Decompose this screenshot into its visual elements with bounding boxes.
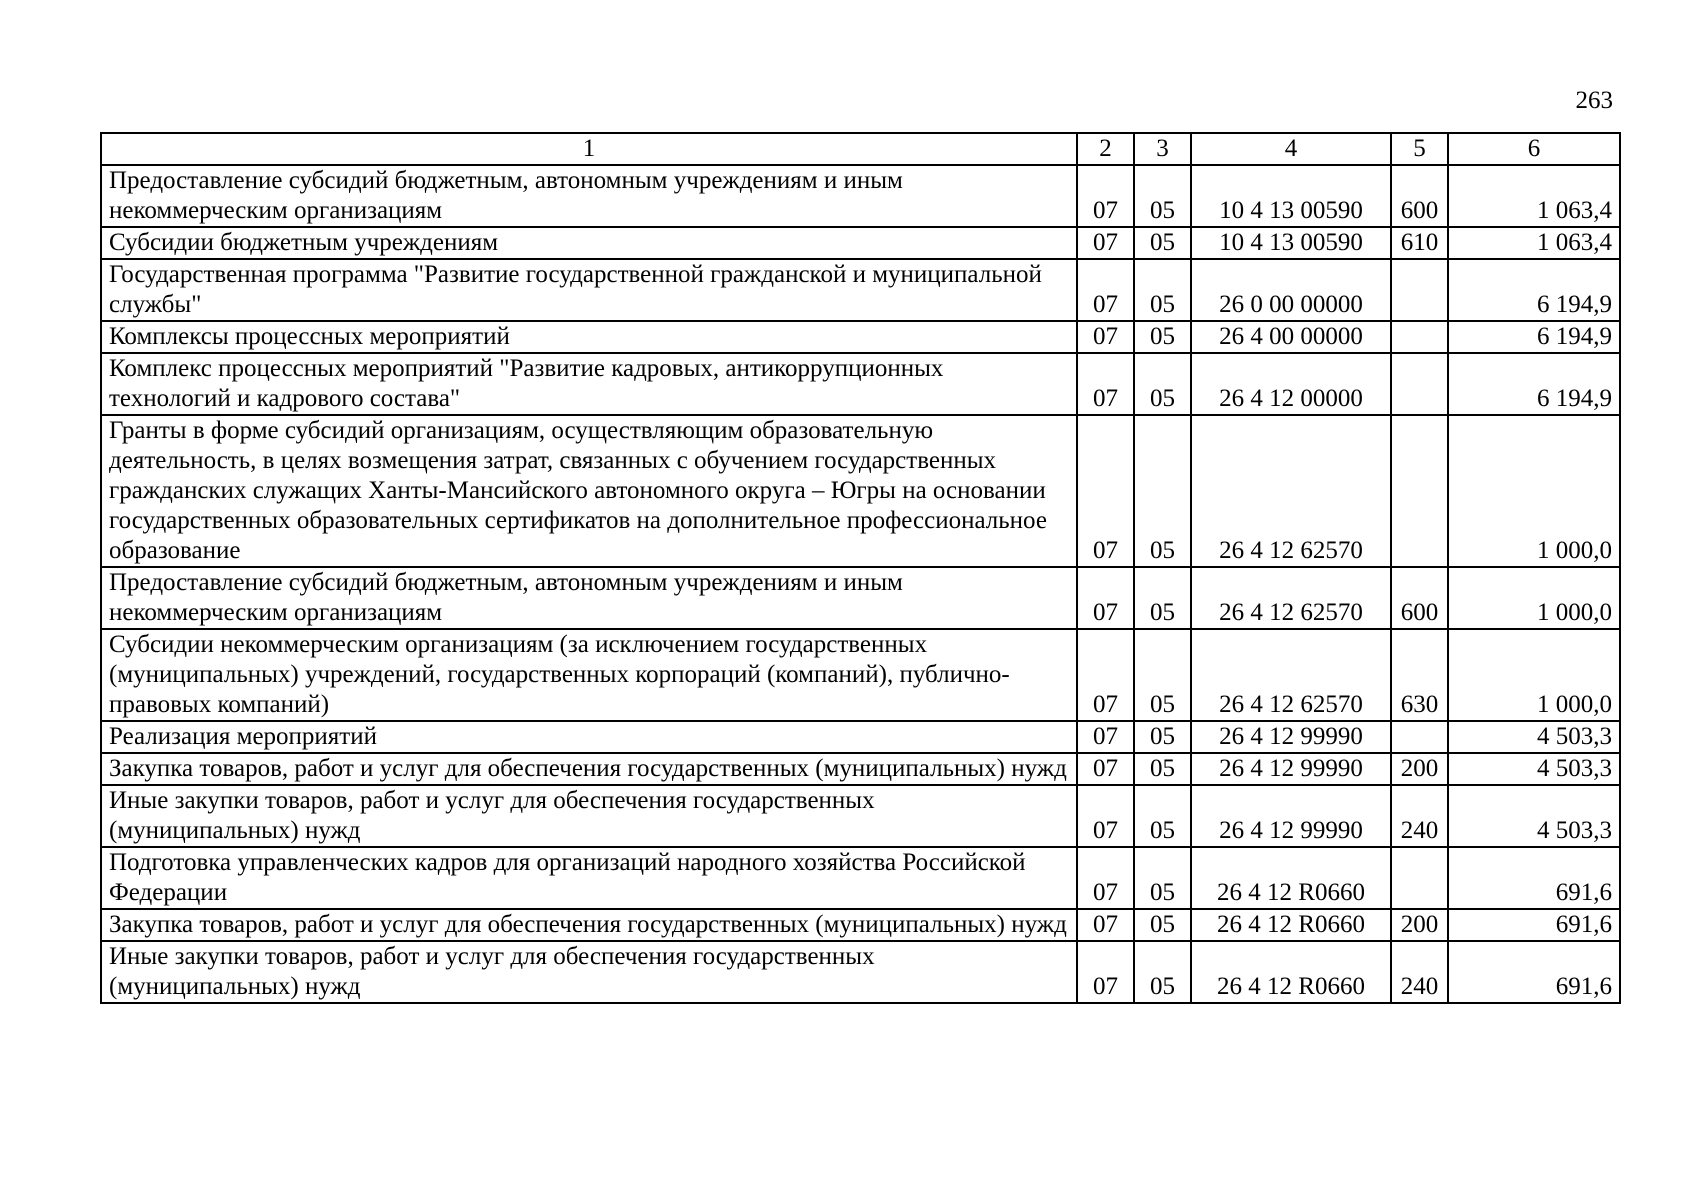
row-expense-type: 240 — [1391, 941, 1448, 1003]
row-name: Подготовка управленческих кадров для организаций народного хозяйства Российской Федерации — [101, 847, 1077, 909]
table-row — [101, 165, 1620, 227]
row-expense-type: 610 — [1391, 227, 1448, 259]
row-expense-type — [1391, 415, 1448, 567]
row-target-article: 26 4 12 99990 — [1191, 785, 1391, 847]
header-col-3: 3 — [1134, 133, 1191, 165]
table-row — [101, 321, 1620, 353]
row-section: 07 — [1077, 629, 1134, 721]
row-section: 07 — [1077, 909, 1134, 941]
row-expense-type: 240 — [1391, 785, 1448, 847]
row-amount: 4 503,3 — [1448, 721, 1620, 753]
row-section: 07 — [1077, 847, 1134, 909]
row-subsection: 05 — [1134, 415, 1191, 567]
budget-table — [100, 132, 1621, 1004]
row-name: Закупка товаров, работ и услуг для обеспечения государственных (муниципальных) нужд — [101, 753, 1077, 785]
row-amount: 691,6 — [1448, 941, 1620, 1003]
row-section: 07 — [1077, 721, 1134, 753]
row-target-article: 26 4 12 99990 — [1191, 721, 1391, 753]
row-name: Предоставление субсидий бюджетным, автономным учреждениям и иным некоммерческим организациям — [101, 567, 1077, 629]
row-subsection: 05 — [1134, 847, 1191, 909]
row-subsection: 05 — [1134, 353, 1191, 415]
row-target-article: 26 4 12 99990 — [1191, 753, 1391, 785]
row-name: Закупка товаров, работ и услуг для обеспечения государственных (муниципальных) нужд — [101, 909, 1077, 941]
header-col-5: 5 — [1391, 133, 1448, 165]
row-target-article: 26 4 12 62570 — [1191, 567, 1391, 629]
table-row — [101, 629, 1620, 721]
header-col-6: 6 — [1448, 133, 1620, 165]
row-amount: 1 000,0 — [1448, 567, 1620, 629]
row-amount: 4 503,3 — [1448, 785, 1620, 847]
row-expense-type: 600 — [1391, 567, 1448, 629]
row-expense-type — [1391, 259, 1448, 321]
row-name: Государственная программа "Развитие государственной гражданской и муниципальной службы" — [101, 259, 1077, 321]
table-row — [101, 753, 1620, 785]
row-section: 07 — [1077, 753, 1134, 785]
row-target-article: 10 4 13 00590 — [1191, 165, 1391, 227]
table-row — [101, 941, 1620, 1003]
row-amount: 1 063,4 — [1448, 227, 1620, 259]
table-row — [101, 353, 1620, 415]
header-col-4: 4 — [1191, 133, 1391, 165]
row-name: Реализация мероприятий — [101, 721, 1077, 753]
page-number: 263 — [1575, 87, 1613, 114]
row-name: Субсидии некоммерческим организациям (за исключением государственных (муниципальных) учреждений, государственных корпораций (компаний), публично-правовых компаний) — [101, 629, 1077, 721]
table-row — [101, 567, 1620, 629]
table-row — [101, 847, 1620, 909]
row-name: Иные закупки товаров, работ и услуг для обеспечения государственных (муниципальных) нужд — [101, 941, 1077, 1003]
row-name: Субсидии бюджетным учреждениям — [101, 227, 1077, 259]
row-name: Комплекс процессных мероприятий "Развитие кадровых, антикоррупционных технологий и кадрового состава" — [101, 353, 1077, 415]
row-subsection: 05 — [1134, 721, 1191, 753]
row-amount: 4 503,3 — [1448, 753, 1620, 785]
table-row — [101, 259, 1620, 321]
row-section: 07 — [1077, 415, 1134, 567]
table-row — [101, 227, 1620, 259]
row-target-article: 26 4 12 R0660 — [1191, 909, 1391, 941]
row-target-article: 26 0 00 00000 — [1191, 259, 1391, 321]
row-target-article: 10 4 13 00590 — [1191, 227, 1391, 259]
table-row — [101, 909, 1620, 941]
row-amount: 6 194,9 — [1448, 353, 1620, 415]
row-expense-type — [1391, 353, 1448, 415]
row-target-article: 26 4 00 00000 — [1191, 321, 1391, 353]
row-subsection: 05 — [1134, 785, 1191, 847]
row-expense-type — [1391, 321, 1448, 353]
row-amount: 1 000,0 — [1448, 415, 1620, 567]
header-col-2: 2 — [1077, 133, 1134, 165]
row-section: 07 — [1077, 321, 1134, 353]
row-amount: 1 000,0 — [1448, 629, 1620, 721]
row-name: Иные закупки товаров, работ и услуг для обеспечения государственных (муниципальных) нужд — [101, 785, 1077, 847]
row-name: Предоставление субсидий бюджетным, автономным учреждениям и иным некоммерческим организациям — [101, 165, 1077, 227]
table-row — [101, 415, 1620, 567]
row-section: 07 — [1077, 785, 1134, 847]
table-row — [101, 785, 1620, 847]
row-amount: 1 063,4 — [1448, 165, 1620, 227]
row-section: 07 — [1077, 227, 1134, 259]
row-subsection: 05 — [1134, 227, 1191, 259]
row-expense-type: 630 — [1391, 629, 1448, 721]
row-target-article: 26 4 12 R0660 — [1191, 941, 1391, 1003]
row-expense-type: 200 — [1391, 909, 1448, 941]
row-expense-type — [1391, 721, 1448, 753]
row-subsection: 05 — [1134, 629, 1191, 721]
row-subsection: 05 — [1134, 941, 1191, 1003]
header-row — [101, 133, 1620, 165]
row-target-article: 26 4 12 62570 — [1191, 415, 1391, 567]
row-expense-type: 600 — [1391, 165, 1448, 227]
row-name: Гранты в форме субсидий организациям, осуществляющим образовательную деятельность, в целях возмещения затрат, связанных с обучением государственных гражданских служащих Ханты-Мансийского автономного округа – Югры на основании государственных образовательных сертификатов на дополнительное профессиональное образование — [101, 415, 1077, 567]
row-amount: 6 194,9 — [1448, 321, 1620, 353]
table-body — [101, 165, 1620, 1003]
row-subsection: 05 — [1134, 259, 1191, 321]
row-name: Комплексы процессных мероприятий — [101, 321, 1077, 353]
row-expense-type: 200 — [1391, 753, 1448, 785]
row-section: 07 — [1077, 165, 1134, 227]
row-target-article: 26 4 12 R0660 — [1191, 847, 1391, 909]
header-col-1: 1 — [101, 133, 1077, 165]
row-amount: 691,6 — [1448, 909, 1620, 941]
row-section: 07 — [1077, 353, 1134, 415]
row-subsection: 05 — [1134, 909, 1191, 941]
table-row — [101, 721, 1620, 753]
row-subsection: 05 — [1134, 321, 1191, 353]
row-target-article: 26 4 12 00000 — [1191, 353, 1391, 415]
row-subsection: 05 — [1134, 567, 1191, 629]
row-expense-type — [1391, 847, 1448, 909]
row-subsection: 05 — [1134, 753, 1191, 785]
row-section: 07 — [1077, 259, 1134, 321]
row-section: 07 — [1077, 567, 1134, 629]
row-amount: 6 194,9 — [1448, 259, 1620, 321]
row-amount: 691,6 — [1448, 847, 1620, 909]
row-section: 07 — [1077, 941, 1134, 1003]
row-subsection: 05 — [1134, 165, 1191, 227]
row-target-article: 26 4 12 62570 — [1191, 629, 1391, 721]
